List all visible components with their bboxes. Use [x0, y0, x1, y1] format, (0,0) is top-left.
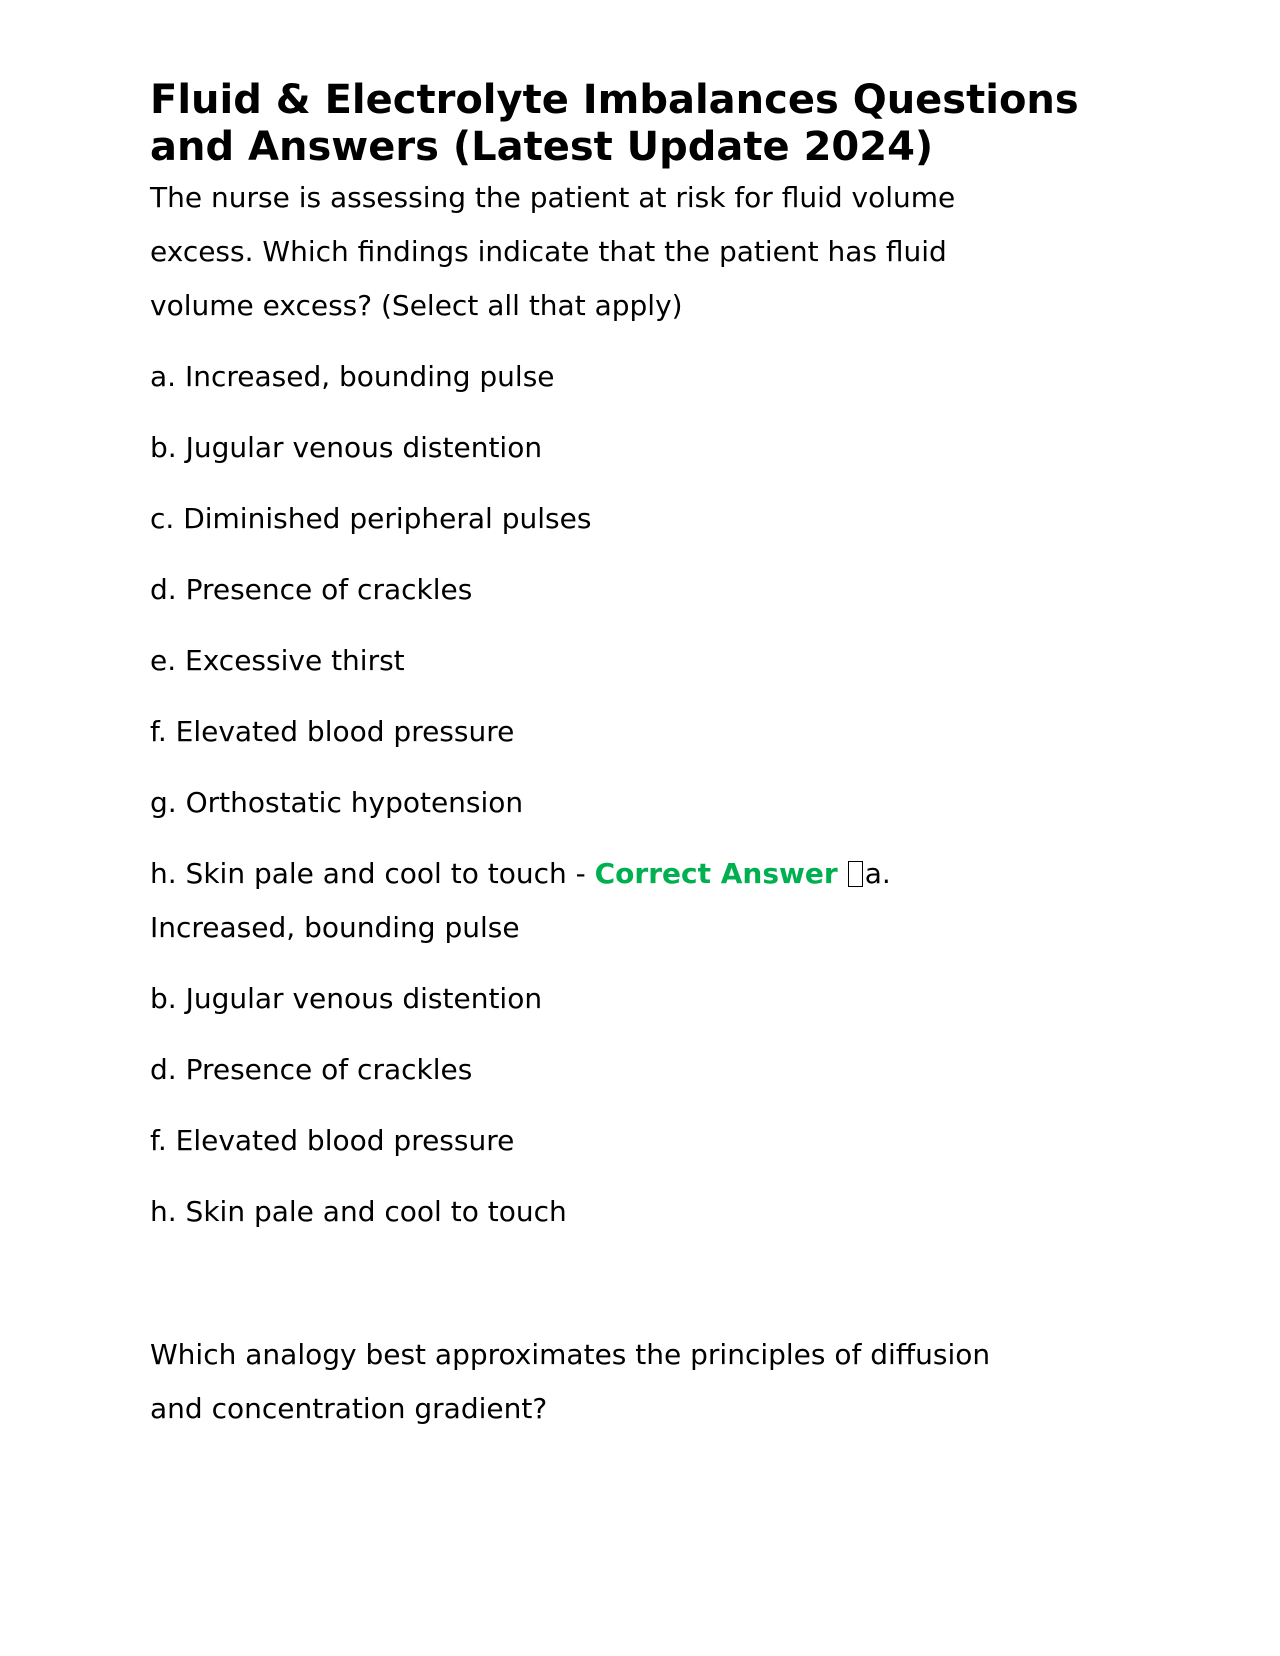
- option-c: c. Diminished peripheral pulses: [150, 502, 592, 535]
- stem-line: and concentration gradient?: [150, 1392, 548, 1425]
- option-d: d. Presence of crackles: [150, 573, 473, 606]
- option-e: e. Excessive thirst: [150, 644, 405, 677]
- question-2-stem: [150, 1328, 1140, 1436]
- option-f: f. Elevated blood pressure: [150, 715, 515, 748]
- stem-line: Which analogy best approximates the principles of diffusion: [150, 1338, 991, 1371]
- question-1-stem: [150, 171, 1140, 333]
- answer-h: h. Skin pale and cool to touch: [150, 1195, 567, 1228]
- title-line-2: and Answers (Latest Update 2024): [150, 124, 934, 170]
- option-b: b. Jugular venous distention: [150, 431, 543, 464]
- missing-glyph-icon: [848, 861, 863, 887]
- option-g: g. Orthostatic hypotension: [150, 786, 524, 819]
- answer-a-continued: Increased, bounding pulse: [150, 911, 520, 944]
- answer-d: d. Presence of crackles: [150, 1053, 473, 1086]
- document-page: [150, 77, 1140, 1436]
- stem-line: excess. Which findings indicate that the patient has fluid: [150, 235, 947, 268]
- option-a: a. Increased, bounding pulse: [150, 360, 555, 393]
- document-title: [150, 77, 1140, 171]
- option-h-with-answer: [150, 847, 1140, 955]
- answer-b: b. Jugular venous distention: [150, 982, 543, 1015]
- stem-line: The nurse is assessing the patient at risk for fluid volume: [150, 181, 956, 214]
- answer-a: a.: [864, 857, 891, 890]
- answer-f: f. Elevated blood pressure: [150, 1124, 515, 1157]
- correct-answer-label: Correct Answer: [594, 857, 838, 890]
- stem-line: volume excess? (Select all that apply): [150, 289, 683, 322]
- option-h: h. Skin pale and cool to touch -: [150, 857, 595, 890]
- title-line-1: Fluid & Electrolyte Imbalances Questions: [150, 77, 1079, 123]
